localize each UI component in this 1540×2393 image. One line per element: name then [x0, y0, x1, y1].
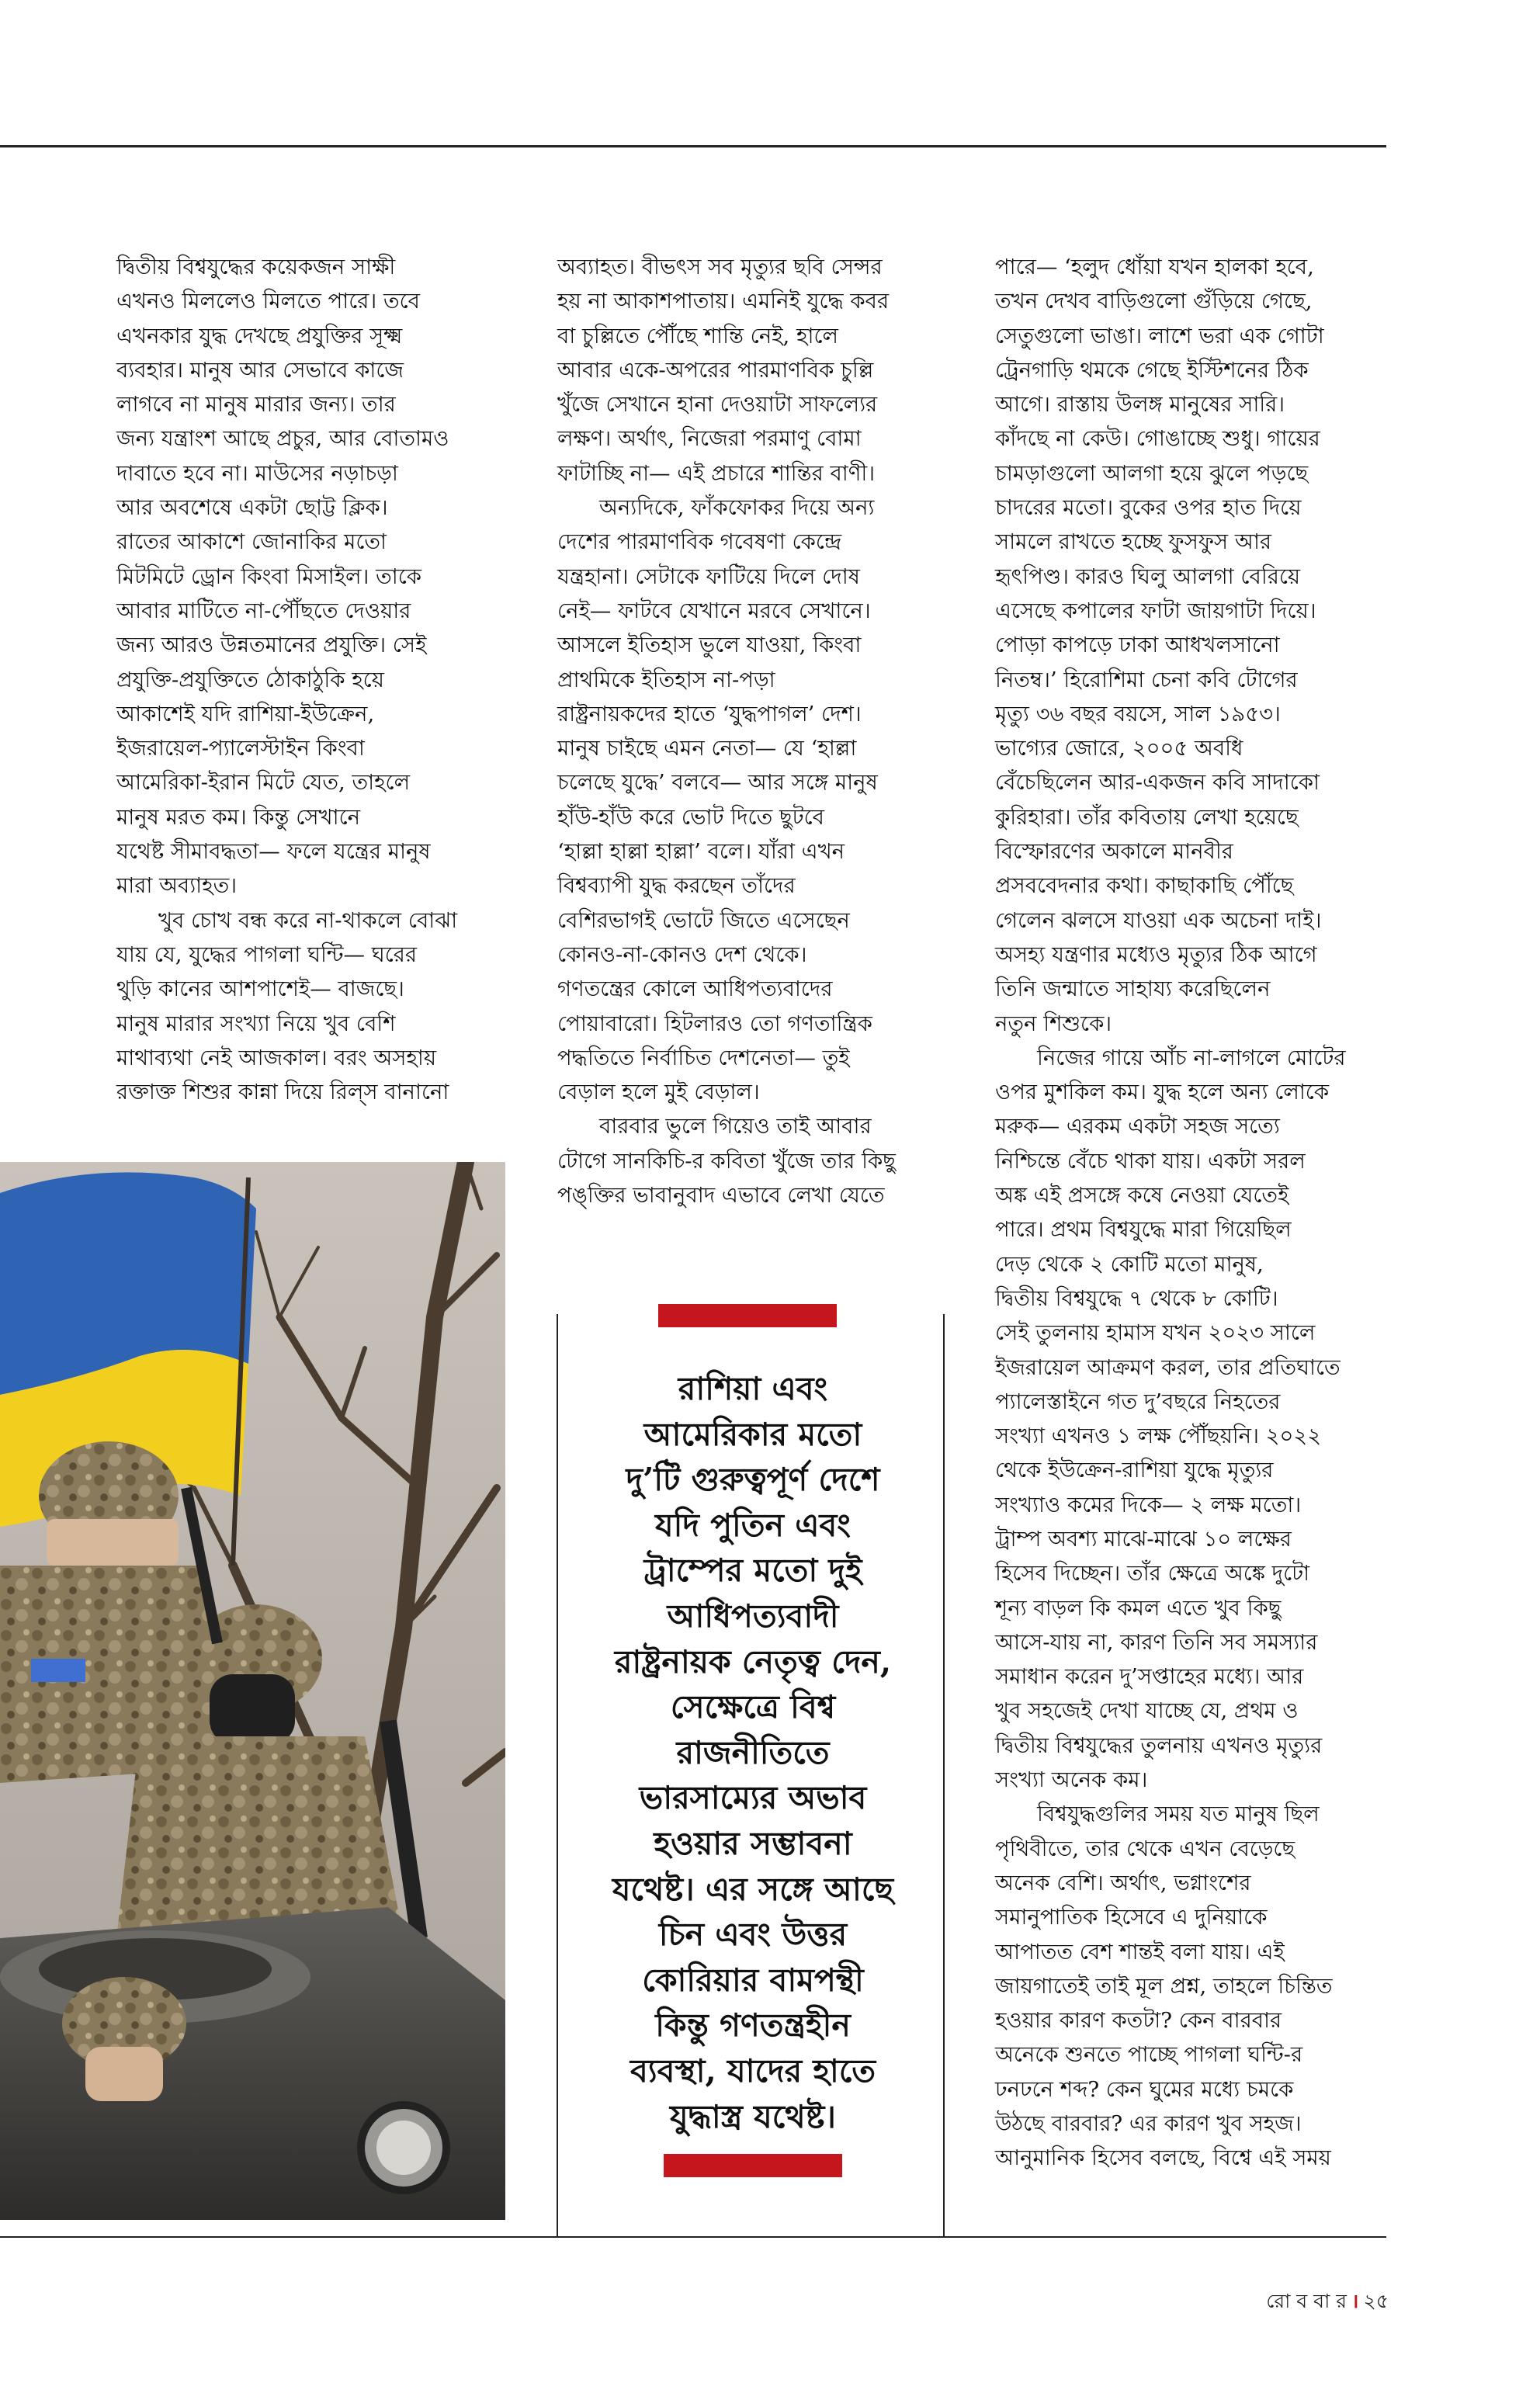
- page-number: ২৫: [1363, 2290, 1389, 2312]
- soldiers-photo-illustration: [0, 1162, 505, 2220]
- paragraph: বিশ্বযুদ্ধগুলির সময় যত মানুষ ছিল পৃথিবীতে, তার থেকে এখন বেড়েছে অনেক বেশি। অর্থাৎ, ভগ্নাংশের সমানুপাতিক হিসেবে এ দুনিয়াকে আপাতত বেশ শান্তই বলা যায়। এই জায়গাতেই তাই মূল প্রশ্ন, তাহলে চিন্তিত হওয়ার কারণ কতটা? কেন বারবার অনেকে শুনতে পাচ্ছে পাগলা ঘন্টি-র ঢনঢনে শব্দ? কেন ঘুমের মধ্যে চমকে উঠছে বারবার? এর কারণ খুব সহজ। আনুমানিক হিসেব বলছে, বিশ্বে এই সময়: [995, 1802, 1333, 2171]
- paragraph: দ্বিতীয় বিশ্বযুদ্ধের কয়েকজন সাক্ষী এখনও মিললেও মিলতে পারে। তবে এখনকার যুদ্ধ দেখছে প্রযুক্তির সূক্ষ্ম ব্যবহার। মানুষ আর সেভাবে কাজে লাগবে না মানুষ মারার জন্য। তার জন্য যন্ত্রাংশ আছে প্রচুর, আর বোতামও দাবাতে হবে না। মাউসের নড়াচড়া আর অবশেষে একটা ছোট্ট ক্লিক। রাতের আকাশে জোনাকির মতো মিটমিটে ড্রোন কিংবা মিসাইল। তাকে আবার মাটিতে না-পৌঁছতে দেওয়ার জন্য আরও উন্নতমানের প্রযুক্তি। সেই প্রযুক্তি-প্রযুক্তিতে ঠোকাঠুকি হয়ে আকাশেই যদি রাশিয়া-ইউক্রেন, ইজরায়েল-প্যালেস্টাইন কিংবা আমেরিকা-ইরান মিটে যেত, তাহলে মানুষ মরত কম। কিন্তু সেখানে যথেষ্ট সীমাবদ্ধতা— ফলে যন্ত্রের মানুষ মারা অব্যাহত।: [116, 255, 449, 899]
- soldiers-photo: [0, 1162, 505, 2220]
- paragraph: খুব চোখ বন্ধ করে না-থাকলে বোঝা যায় যে, যুদ্ধের পাগলা ঘন্টি— ঘরের থুড়ি কানের আশপাশেই— বাজছে। মানুষ মারার সংখ্যা নিয়ে খুব বেশি মাথাব্যথা নেই আজকাল। বরং অসহায় রক্তাক্ত শিশুর কান্না দিয়ে রিল্‌স বানানো: [116, 907, 458, 1105]
- paragraph: পারে— ‘হলুদ ধোঁয়া যখন হালকা হবে, তখন দেখব বাড়িগুলো গুঁড়িয়ে গেছে, সেতুগুলো ভাঙা। লাশে ভরা এক গোটা ট্রেনগাড়ি থমকে গেছে ইস্টিশনের ঠিক আগে। রাস্তায় উলঙ্গ মানুষের সারি। কাঁদছে না কেউ। গোঙাচ্ছে শুধু। গায়ের চামড়াগুলো আলগা হয়ে ঝুলে পড়ছে চাদরের মতো। বুকের ওপর হাত দিয়ে সামলে রাখতে হচ্ছে ফুসফুস আর হৃৎপিণ্ড। কারও ঘিলু আলগা বেরিয়ে এসেছে কপালের ফাটা জায়গাটা দিয়ে। পোড়া কাপড়ে ঢাকা আধখলসানো নিতম্ব।’ হিরোশিমা চেনা কবি টোগের মৃত্যু ৩৬ বছর বয়সে, সাল ১৯৫৩। ভাগ্যের জোরে, ২০০৫ অবধি বেঁচেছিলেন আর-একজন কবি সাদাকো কুরিহারা। তাঁর কবিতায় লেখা হয়েছে বিস্ফোরণের অকালে মানবীর প্রসববেদনার কথা। কাছাকাছি পৌঁছে গেলেন ঝলসে যাওয়া এক অচেনা দাই। অসহ্য যন্ত্রণার মধ্যেও মৃত্যুর ঠিক আগে তিনি জন্মাতে সাহায্য করেছিলেন নতুন শিশুকে।: [995, 255, 1324, 1036]
- pull-quote: [559, 1296, 947, 2228]
- publication-name: রো ব বা র: [1266, 2290, 1348, 2312]
- article-column-2: [557, 250, 945, 1212]
- paragraph: বারবার ভুলে গিয়েও তাই আবার টোগে সানকিচি-র কবিতা খুঁজে তার কিছু পঙ্‌ক্তির ভাবানুবাদ এভাবে লেখা যেতে: [557, 1114, 896, 1209]
- article-column-3: [995, 250, 1383, 2176]
- pull-quote-top-bar: [658, 1304, 837, 1327]
- column-rule: [557, 1314, 558, 2238]
- article-column-1: [116, 250, 505, 1109]
- paragraph: অব্যাহত। বীভৎস সব মৃত্যুর ছবি সেন্সর হয় না আকাশপাতায়। এমনিই যুদ্ধে কবর বা চুল্লিতে পৌঁছে শান্তি নেই, হালে আবার একে-অপরের পারমাণবিক চুল্লি খুঁজে সেখানে হানা দেওয়াটা সাফল্যের লক্ষণ। অর্থাৎ, নিজেরা পরমাণু বোমা ফাটাচ্ছি না— এই প্রচারে শান্তির বাণী।: [557, 255, 890, 486]
- pull-quote-text: রাশিয়া এবং আমেরিকার মতো দু’টি গুরুত্বপূর্ণ দেশে যদি পুতিন এবং ট্রাম্পের মতো দুই আধিপত্যবাদী রাষ্ট্রনায়ক নেতৃত্ব দেন, সেক্ষেত্রে বিশ্ব রাজনীতিতে ভারসাম্যের অভাব হওয়ার সম্ভাবনা যথেষ্ট। এর সঙ্গে আছে চিন এবং উত্তর কোরিয়ার বামপন্থী কিন্তু গণতন্ত্রহীন ব্যবস্থা, যাদের হাতে যুদ্ধাস্ত্র যথেষ্ট।: [612, 1370, 894, 2135]
- pull-quote-bottom-bar: [664, 2154, 842, 2177]
- page-footer: [1266, 2286, 1389, 2319]
- footer-rule: [0, 2236, 1386, 2238]
- header-rule: [0, 145, 1386, 147]
- paragraph: অন্যদিকে, ফাঁকফোকর দিয়ে অন্য দেশের পারমাণবিক গবেষণা কেন্দ্রে যন্ত্রহানা। সেটাকে ফাটিয়ে দিলে দোষ নেই— ফাটবে যেখানে মরবে সেখানে। আসলে ইতিহাস ভুলে যাওয়া, কিংবা প্রাথমিকে ইতিহাস না-পড়া রাষ্ট্রনায়কদের হাতে ‘যুদ্ধপাগল’ দেশ। মানুষ চাইছে এমন নেতা— যে ‘হাল্লা চলেছে যুদ্ধে’ বলবে— আর সঙ্গে মানুষ হাঁউ-হাঁউ করে ভোট দিতে ছুটবে ‘হাল্লা হাল্লা হাল্লা’ বলে। যাঁরা এখন বিশ্বব্যাপী যুদ্ধ করছেন তাঁদের বেশিরভাগই ভোটে জিতে এসেছেন কোনও-না-কোনও দেশ থেকে। গণতন্ত্রের কোলে আধিপত্যবাদের পোয়াবারো। হিটলারও তো গণতান্ত্রিক পদ্ধতিতে নির্বাচিত দেশনেতা— তুই বেড়াল হলে মুই বেড়াল।: [557, 495, 878, 1105]
- paragraph: নিজের গায়ে আঁচ না-লাগলে মোটের ওপর মুশকিল কম। যুদ্ধ হলে অন্য লোকে মরুক— এরকম একটা সহজ সত্যে নিশ্চিন্তে বেঁচে থাকা যায়। একটা সরল অঙ্ক এই প্রসঙ্গে কষে নেওয়া যেতেই পারে। প্রথম বিশ্বযুদ্ধে মারা গিয়েছিল দেড় থেকে ২ কোটি মতো মানুষ, দ্বিতীয় বিশ্বযুদ্ধে ৭ থেকে ৮ কোটি। সেই তুলনায় হামাস যখন ২০২৩ সালে ইজরায়েল আক্রমণ করল, তার প্রতিঘাতে প্যালেস্তাইনে গত দু’বছরে নিহতের সংখ্যা এখনও ১ লক্ষ পৌঁছয়নি। ২০২২ থেকে ইউক্রেন-রাশিয়া যুদ্ধে মৃত্যুর সংখ্যাও কমের দিকে— ২ লক্ষ মতো। ট্রাম্প অবশ্য মাঝে-মাঝে ১০ লক্ষের হিসেব দিচ্ছেন। তাঁর ক্ষেত্রে অঙ্কে দুটো শূন্য বাড়ল কি কমল এতে খুব কিছু আসে-যায় না, কারণ তিনি সব সমস্যার সমাধান করেন দু’সপ্তাহের মধ্যে। আর খুব সহজেই দেখা যাচ্ছে যে, প্রথম ও দ্বিতীয় বিশ্বযুদ্ধের তুলনায় এখনও মৃত্যুর সংখ্যা অনেক কম।: [995, 1045, 1346, 1793]
- footer-separator: ।: [1351, 2290, 1359, 2312]
